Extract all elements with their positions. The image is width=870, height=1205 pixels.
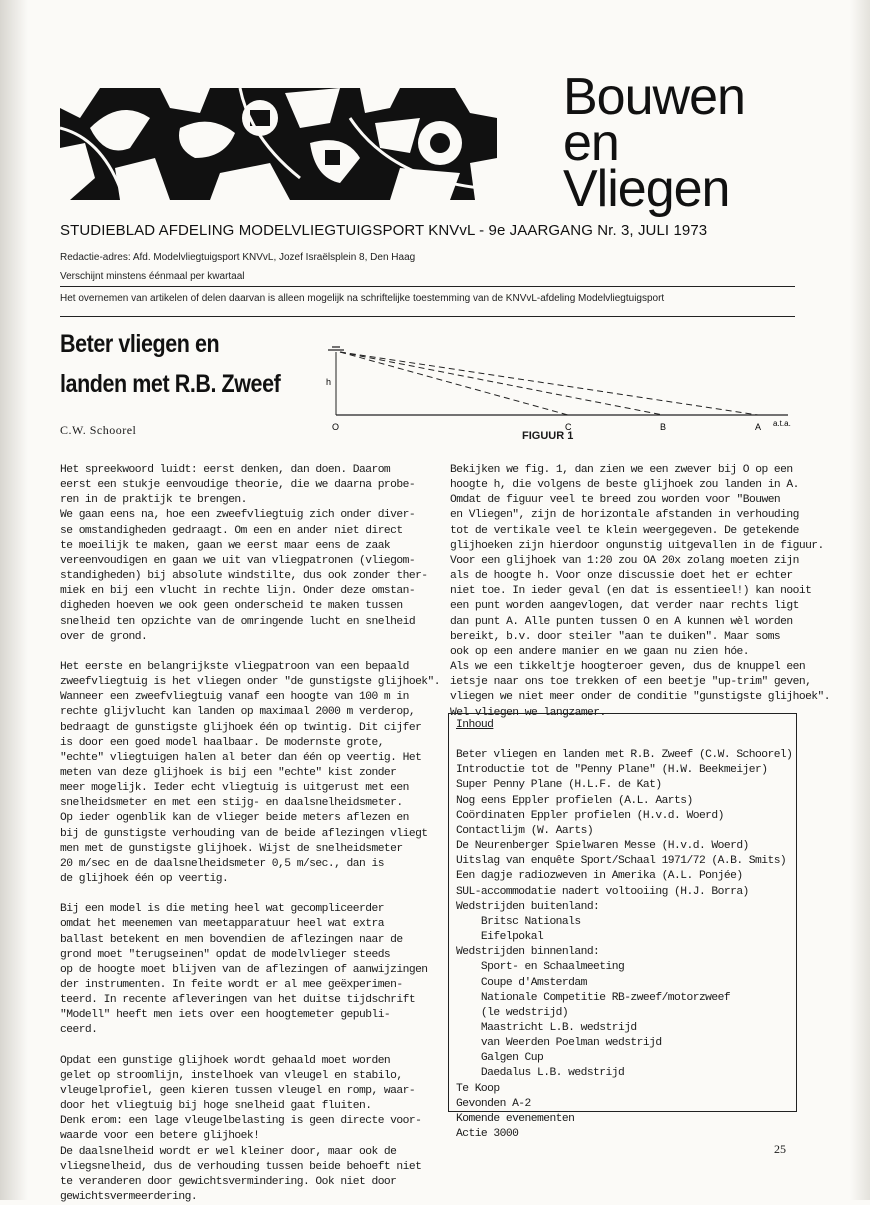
text-line: niet toe. In ieder geval (en dat is essentieel!) kan nooit <box>450 585 812 598</box>
text-line: der instrumenten. In feite wordt er al mee geëxperimen- <box>60 979 403 991</box>
text-line: Omdat de figuur veel te breed zou worden voor "Bouwen <box>450 494 781 507</box>
label-a: A <box>755 422 762 432</box>
editorial-address: Redactie-adres: Afd. Modelvliegtuigsport KNVvL, Jozef Israëlsplein 8, Den Haag <box>60 252 416 263</box>
toc-item: Eifelpokal <box>456 931 544 944</box>
text-line: waarde voor een betere glijhoek! <box>60 1130 260 1143</box>
toc-item: Contactlijm (W. Aarts) <box>456 824 594 837</box>
text-line: te moeilijk te maken, gaan we eerst maar eens de zaak <box>60 539 391 552</box>
page-number: 25 <box>774 1142 786 1156</box>
toc-item: Nog eens Eppler profielen (A.L. Aarts) <box>456 794 693 807</box>
glider-symbol <box>328 347 344 350</box>
text-line: Voor een glijhoek van 1:20 zou OA 20x zolang moeten zijn <box>450 554 799 567</box>
masthead-title-line-2: en <box>563 114 619 172</box>
toc-item: Galgen Cup <box>456 1052 544 1065</box>
toc-item: Wedstrijden binnenland: <box>456 946 600 959</box>
text-line: men met de gunstigste glijhoek. Wijst de snelheidsmeter <box>60 842 403 855</box>
toc-items <box>456 748 792 1142</box>
text-line: te veranderen door gewichtsvermindering. Ook niet door <box>60 1175 397 1188</box>
text-line: omdat het meenemen van meetapparatuur heel wat extra <box>60 918 384 931</box>
toc-item: Daedalus L.B. wedstrijd <box>456 1067 625 1080</box>
text-line: ietsje naar ons toe trekken of een beetje "up-trim" geven, <box>450 676 812 689</box>
text-line: Bij een model is die meting heel wat gecompliceerder <box>60 903 384 916</box>
text-line: ceerd. <box>60 1024 98 1037</box>
toc-item: Britsc Nationals <box>456 915 581 928</box>
glide-path-b <box>340 352 663 415</box>
text-line: meer mogelijk. Ieder echt vliegtuig is uitgerust met een <box>60 782 409 795</box>
header-rule-top <box>60 286 795 287</box>
text-line: gelet op stroomlijn, instelhoek van vleugel en stabilo, <box>60 1069 403 1082</box>
toc-item: SUL-accommodatie nadert voltooiing (H.J. Borra) <box>456 885 749 898</box>
toc-item: (le wedstrijd) <box>456 1006 569 1019</box>
label-h: h <box>326 377 332 387</box>
article-headline-line-1: Beter vliegen en <box>60 330 220 358</box>
text-line: We gaan eens na, hoe een zweefvliegtuig zich onder diver- <box>60 509 416 522</box>
publication-frequency: Verschijnt minstens éénmaal per kwartaal <box>60 271 245 282</box>
text-line: Wel vliegen we langzamer. <box>450 706 606 719</box>
figure-caption: FIGUUR 1 <box>522 430 574 442</box>
text-line: "Modell" heeft men iets over een hoogtemeter gepubli- <box>60 1009 391 1022</box>
text-line: se omstandigheden gedraagt. Om een en ander niet direct <box>60 524 403 537</box>
text-line: bereikt, b.v. door steiler "aan te duiken". Maar soms <box>450 630 781 643</box>
text-line: gewichtsvermeerdering. <box>60 1191 198 1204</box>
text-line: over de grond. <box>60 630 148 643</box>
text-line: 20 m/sec en de daalsnelheidsmeter 0,5 m/sec., dan is <box>60 857 384 870</box>
glide-path-c <box>340 352 568 415</box>
text-line: eerst een stukje eenvoudige theorie, die we daarna probe- <box>60 479 416 492</box>
text-line: "echte" vliegtuigen halen al beter dan één op veertig. Het <box>60 751 422 764</box>
label-ata: a.t.a. <box>773 419 791 428</box>
label-b: B <box>660 422 667 432</box>
toc-item: Actie 3000 <box>456 1128 519 1141</box>
text-line: ballast betekent en men bovendien de aflezingen naar de <box>60 933 403 946</box>
article-right-column <box>450 463 830 721</box>
masthead-artwork <box>60 88 497 200</box>
toc-item: Beter vliegen en landen met R.B. Zweef (C.W. Schoorel) <box>456 749 793 762</box>
text-line: digheden hoeven we ook geen onderscheid te maken tussen <box>60 600 403 613</box>
header-rule-bottom <box>60 316 795 317</box>
glide-path-a <box>340 352 758 415</box>
text-line: Wanneer een zweefvliegtuig vanaf een hoogte van 100 m in <box>60 691 409 704</box>
paragraph-gap <box>60 887 440 902</box>
text-line: miek en bij een vlucht in rechte lijn. Onder deze omstan- <box>60 585 416 598</box>
toc-item: Coördinaten Eppler profielen (H.v.d. Woerd) <box>456 809 724 822</box>
text-line: De daalsnelheid wordt er wel kleiner door, maar ook de <box>60 1145 397 1158</box>
text-line: bij de gunstigste verhouding van de beide aflezingen vliegt <box>60 827 428 840</box>
text-line: vleugelprofiel, geen kieren tussen vleugel en romp, waar- <box>60 1084 416 1097</box>
text-line: Opdat een gunstige glijhoek wordt gehaald moet worden <box>60 1054 391 1067</box>
text-line: snelheidsmeter en met een stijg- en daalsnelheidsmeter. <box>60 797 403 810</box>
text-line: vereenvoudigen en gaan we uit van vliegpatronen (vliegom- <box>60 554 416 567</box>
masthead-title-line-3: Vliegen <box>563 160 730 218</box>
toc-item: Sport- en Schaalmeeting <box>456 961 625 974</box>
page-binding-shadow <box>0 0 28 1200</box>
toc-item: Te Koop <box>456 1082 500 1095</box>
text-line: de glijhoek één op veertig. <box>60 873 229 886</box>
text-line: een punt worden aangevlogen, dat verder naar rechts ligt <box>450 600 799 613</box>
toc-item: Introductie tot de "Penny Plane" (H.W. Beekmeijer) <box>456 764 768 777</box>
text-line: en Vliegen", zijn de horizontale afstanden in verhouding <box>450 509 799 522</box>
text-line: standigheden) bij absolute windstilte, dus ook zonder ther- <box>60 570 428 583</box>
table-of-contents <box>456 718 792 1142</box>
toc-item: Maastricht L.B. wedstrijd <box>456 1021 637 1034</box>
text-line: tot de vertikale veel te klein weergegeven. De getekende <box>450 524 799 537</box>
text-line: Als we een tikkeltje hoogteroer geven, dus de knuppel een <box>450 661 806 674</box>
text-line: grond moet "terugseinen" opdat de modelvlieger steeds <box>60 948 391 961</box>
toc-item: Super Penny Plane (H.L.F. de Kat) <box>456 779 662 792</box>
toc-item: Uitslag van enquête Sport/Schaal 1971/72 (A.B. Smits) <box>456 855 787 868</box>
copyright-notice: Het overnemen van artikelen of delen daarvan is alleen mogelijk na schriftelijke toestemming van de KNVvL-afdeling Modelvliegtuigsport <box>60 293 665 304</box>
toc-item: van Weerden Poelman wedstrijd <box>456 1037 662 1050</box>
text-line: bedraagt de gunstigste glijhoek één op twintig. Dit cijfer <box>60 721 422 734</box>
text-line: hoogte h, die volgens de beste glijhoek zou landen in A. <box>450 479 799 492</box>
text-line: Het spreekwoord luidt: eerst denken, dan doen. Daarom <box>60 464 391 476</box>
text-line: rechte glijvlucht kan landen op maximaal 2000 m verderop, <box>60 706 416 719</box>
toc-item: De Neurenberger Spielwaren Messe (H.v.d. Woerd) <box>456 840 749 853</box>
article-headline-line-2: landen met R.B. Zweef <box>60 370 281 398</box>
text-line: is door een goed model haalbaar. De modernste grote, <box>60 736 384 749</box>
text-line: teerd. In recente afleveringen van het duitse tijdschrift <box>60 994 416 1007</box>
text-line: Het eerste en belangrijkste vliegpatroon van een bepaald <box>60 660 409 673</box>
text-line: meten van deze glijhoek is bij een "echte" kist zonder <box>60 766 397 779</box>
text-line: snelheid ten opzichte van de omringende lucht en snelheid <box>60 615 416 628</box>
page-edge <box>850 0 870 1200</box>
text-line: vliegen we niet meer onder de conditie "gunstigste glijhoek". <box>450 691 830 704</box>
toc-item: Wedstrijden buitenland: <box>456 900 600 913</box>
text-line: Op ieder ogenblik kan de vlieger beide meters aflezen en <box>60 812 409 825</box>
text-line: Denk erom: een lage vleugelbelasting is geen directe voor- <box>60 1115 422 1128</box>
paragraph-gap <box>60 1039 440 1054</box>
toc-item: Coupe d'Amsterdam <box>456 976 587 989</box>
label-c: C <box>565 422 572 432</box>
text-line: zweefvliegtuig is het vliegen onder "de gunstigste glijhoek". <box>60 676 440 689</box>
text-line: ren in de praktijk te brengen. <box>60 494 247 507</box>
article-left-column <box>60 463 440 1205</box>
toc-item: Gevonden A-2 <box>456 1097 531 1110</box>
text-line: Bekijken we fig. 1, dan zien we een zwever bij O op een <box>450 464 793 476</box>
text-line: vliegsnelheid, dus de verhouding tussen beide behoeft niet <box>60 1160 422 1173</box>
toc-heading: Inhoud <box>456 719 494 731</box>
toc-item: Komende evenementen <box>456 1112 575 1125</box>
article-author: C.W. Schoorel <box>60 423 137 437</box>
text-line: door het vliegtuig bij hoge snelheid gaat fluiten. <box>60 1100 372 1113</box>
label-o: O <box>332 422 340 432</box>
toc-item: Een dagje radiozweven in Amerika (A.L. Ponjée) <box>456 870 743 883</box>
masthead-title-line-1: Bouwen <box>563 68 745 126</box>
text-line: dan punt A. Alle punten tussen O en A kunnen wèl worden <box>450 615 793 628</box>
text-line: glijhoeken zijn hierdoor ongunstig uitgevallen in de figuur. <box>450 539 824 552</box>
text-line: op de hoogte moet blijven van de aflezingen of aanwijzingen <box>60 963 428 976</box>
paragraph-gap <box>60 645 440 660</box>
text-line: ook op een andere manier en we gaan nu zien hóe. <box>450 645 750 658</box>
text-line: als de hoogte h. Voor onze discussie doet het er echter <box>450 570 793 583</box>
toc-item: Nationale Competitie RB-zweef/motorzweef <box>456 991 731 1004</box>
masthead-subtitle: STUDIEBLAD AFDELING MODELVLIEGTUIGSPORT KNVvL - 9e JAARGANG Nr. 3, JULI 1973 <box>60 222 708 239</box>
